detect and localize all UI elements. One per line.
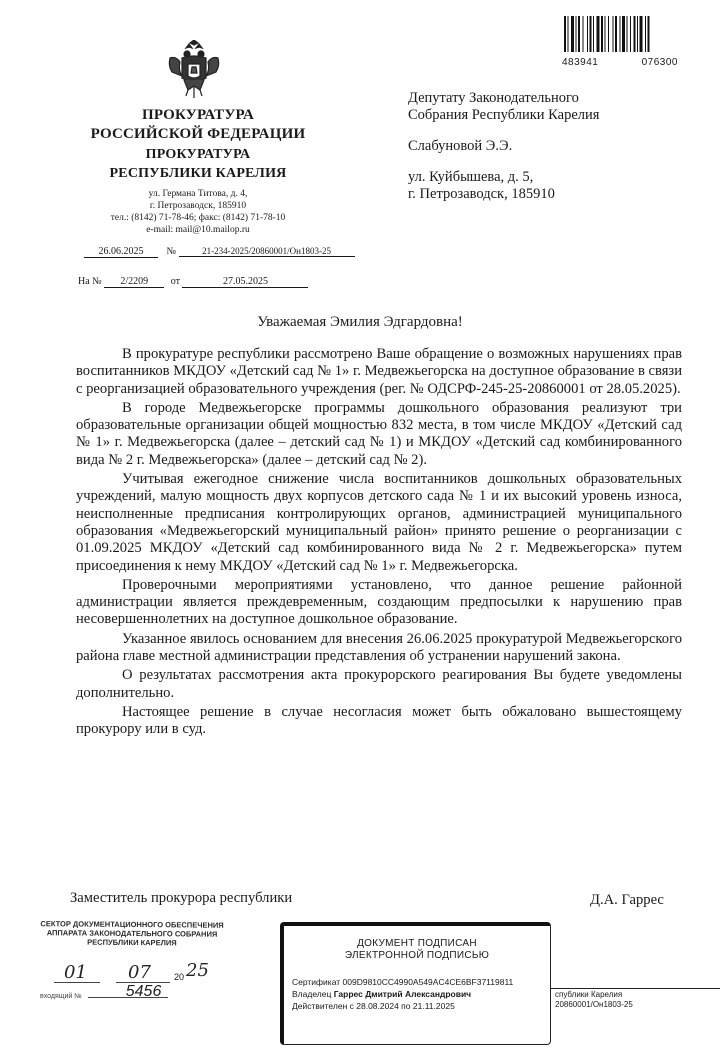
signer-name: Д.А. Гаррес <box>590 892 664 908</box>
barcode-bars <box>562 14 678 56</box>
reg-stamp-line3: РЕСПУБЛИКИ КАРЕЛИЯ <box>87 937 177 948</box>
ds-valid-label: Действителен с <box>292 1001 354 1011</box>
sender-org-line2: РОССИЙСКОЙ ФЕДЕРАЦИИ <box>90 126 306 142</box>
ds-owner-value: Гаррес Дмитрий Александрович <box>333 989 472 999</box>
ds-owner-label: Владелец <box>292 989 332 999</box>
reference-registration <box>78 276 308 288</box>
ds-title-line2: ЭЛЕКТРОННОЙ ПОДПИСЬЮ <box>344 950 490 961</box>
addressee-line2: Собрания Республики Карелия <box>408 107 600 123</box>
ds-cert-label: Сертификат <box>292 977 341 987</box>
incoming-registration-stamp <box>34 919 230 948</box>
addressee-street: ул. Куйбышева, д. 5, <box>408 169 534 185</box>
ds-owner-row <box>284 988 550 1000</box>
addressee-name: Слабуновой Э.Э. <box>408 138 513 154</box>
incoming-number-row <box>40 983 168 1000</box>
incoming-number: 5456 <box>125 983 162 1000</box>
addressee-city: г. Петрозаводск, 185910 <box>408 186 555 202</box>
body-paragraph: В городе Медвежьегорске программы дошкольного образования реализуют три образовательные организации общей мощностью 832 места, в том числе МКДОУ «Детский сад № 1» г. Медвежьегорска (далее – детский сад № 1) и МКДОУ «Детский сад комбинированного вида № 2 г. Медвежьегорска» (далее – детский сад № 2). <box>76 399 682 468</box>
ds-valid-to: 21.11.2025 <box>412 1001 455 1011</box>
ds-valid-from: 28.08.2024 <box>356 1001 399 1011</box>
incoming-year-prefix: 20 <box>174 972 185 982</box>
reference-date: 27.05.2025 <box>182 276 308 288</box>
sender-address2: г. Петрозаводск, 185910 <box>149 201 247 211</box>
ds-validity-row <box>284 1000 550 1012</box>
outgoing-number: 21-234-2025/20860001/Он1803-25 <box>179 246 355 257</box>
ds-title-line1: ДОКУМЕНТ ПОДПИСАН <box>357 938 477 949</box>
reg-stamp-line1: СЕКТОР ДОКУМЕНТАЦИОННОГО ОБЕСПЕЧЕНИЯ <box>40 919 224 930</box>
cut-stamp-line2: 20860001/Он1803-25 <box>555 1000 633 1009</box>
incoming-month: 07 <box>128 962 151 983</box>
cut-off-stamp <box>550 988 720 1010</box>
reference-from-label: от <box>170 276 180 287</box>
cut-stamp-line1: спублики Карелия <box>555 990 623 999</box>
letter-body <box>76 346 682 741</box>
ds-certificate-row <box>284 976 550 988</box>
signer-title: Заместитель прокурора республики <box>70 890 293 906</box>
incoming-year-suffix: 25 <box>186 960 209 981</box>
body-paragraph: Проверочными мероприятиями установлено, что данное решение районной администрации является преждевременным, создающим предпосылки к нарушению прав несовершеннолетних на доступное дошкольное образование. <box>76 576 682 628</box>
addressee-block <box>408 90 688 203</box>
body-paragraph: О результатах рассмотрения акта прокурорского реагирования Вы будете уведомлены дополнительно. <box>76 667 682 701</box>
barcode-number-right: 076300 <box>641 57 678 68</box>
barcode <box>562 14 678 70</box>
sender-org-line4: РЕСПУБЛИКИ КАРЕЛИЯ <box>109 166 287 181</box>
body-paragraph: Указанное явилось основанием для внесения 26.06.2025 прокуратурой Медвежьегорского района главе местной администрации представления об устранении нарушений закона. <box>76 630 682 665</box>
body-paragraph: В прокуратуре республики рассмотрено Ваше обращение о возможных нарушениях прав воспитанников МКДОУ «Детский сад № 1» г. Медвежьегорска на доступное образование в связи с реорганизацией образовательного учреждения (рег. № ОДСРФ-245-25-20860001 от 28.05.2025). <box>76 346 682 397</box>
sender-address1: ул. Германа Титова, д. 4, <box>148 189 248 199</box>
incoming-day: 01 <box>64 962 87 983</box>
ds-valid-to-label: по <box>401 1001 411 1011</box>
digital-signature-box <box>280 922 551 1045</box>
body-paragraph: Учитывая ежегодное снижение числа воспитанников дошкольных образовательных учреждений, малую мощность двух корпусов детского сада № 1 и их высокий уровень износа, неисполненные предписания контролирующих органов, администрацией муниципального образования «Медвежьегорский муниципальный район» принято решение о реорганизации с 01.09.2025 МКДОУ «Детский сад комбинированного вида № 2 г. Медвежьегорска» путем присоединения к нему МКДОУ «Детский сад № 1» г. Медвежьегорска. <box>76 471 682 574</box>
body-paragraph: Настоящее решение в случае несогласия может быть обжаловано вышестоящему прокурору или в суд. <box>76 703 682 738</box>
sender-org-line1: ПРОКУРАТУРА <box>141 107 255 123</box>
reference-number: 2/2209 <box>104 276 164 288</box>
barcode-number-left: 483941 <box>562 57 599 68</box>
sender-email: e-mail: mail@10.mailop.ru <box>146 225 250 235</box>
outgoing-number-label: № <box>166 246 177 257</box>
sender-phone: тел.: (8142) 71-78-46; факс: (8142) 71-78-10 <box>110 213 286 223</box>
reference-label: На № <box>78 276 102 287</box>
incoming-number-label: входящий № <box>40 993 82 1000</box>
sender-contacts <box>66 188 330 236</box>
sender-org-line3: ПРОКУРАТУРА <box>145 147 251 162</box>
outgoing-date: 26.06.2025 <box>84 246 158 258</box>
sender-block <box>66 106 330 236</box>
coat-of-arms-icon <box>166 40 222 100</box>
ds-cert-value: 009D9810CC4990A549AC4CE6BF37119811 <box>342 977 514 987</box>
salutation: Уважаемая Эмилия Эдгардовна! <box>257 314 463 330</box>
addressee-line1: Депутату Законодательного <box>408 90 579 106</box>
reg-stamp-line2: АППАРАТА ЗАКОНОДАТЕЛЬНОГО СОБРАНИЯ <box>46 928 218 939</box>
outgoing-registration <box>84 246 355 258</box>
